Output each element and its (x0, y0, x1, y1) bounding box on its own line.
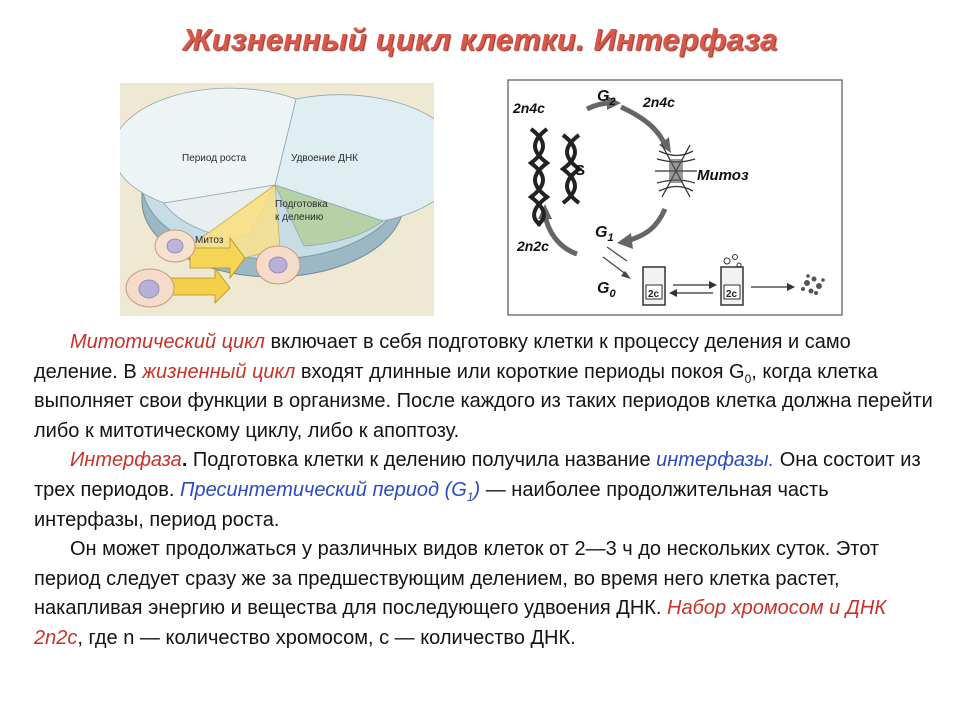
page-title: Жизненный цикл клетки. Интерфаза (182, 22, 778, 57)
term-presynthetic-period: Пресинтетический период $(G_1)$ (180, 478, 481, 504)
paragraph-mitotic-cycle: Митотический цикл включает в себя подготовку клетки к процессу деления и само деление. В жизненный цикл входят длинные или короткие периоды покоя $G_0$, когда клетка выполняет свои функции в организме. После каждого из таких периодов клетка должна перейти либо к митотическому циклу, либо к апоптозу. (34, 331, 933, 442)
label-g2: $G_2$ (597, 88, 616, 108)
label-growth-period: Период роста (182, 153, 247, 164)
term-life-cycle: жизненный цикл (142, 360, 296, 383)
term-interphase: Интерфаза (70, 449, 182, 472)
cell-cycle-wheel-diagram (120, 83, 434, 316)
cell-label-2: 2c (726, 289, 738, 300)
cell-left-nucleus (139, 280, 159, 298)
label-g1: $G_1$ (595, 224, 614, 244)
label-s-phase: S (575, 162, 586, 179)
cell-label-1: 2c (648, 289, 660, 300)
label-g0: $G_0$ (597, 280, 616, 300)
term-mitotic-cycle: Митотический цикл (70, 331, 265, 353)
term-chromosome-set: Набор хромосом и ДНК 2n2c (34, 597, 887, 649)
label-dna-replication: Удвоение ДНК (291, 153, 358, 164)
label-prep-division-line1: Подготовка (275, 199, 328, 210)
paragraph-g1-duration: Он может продолжаться у различных видов клеток от 2—3 ч до нескольких суток. Этот период следует сразу же за предшествующим делением, во время него клетка растет, накапливая энергию и вещества для последующего удвоения ДНК. Набор хромосом и ДНК 2n2c, где n — количество хромосом, с — количество ДНК. (34, 538, 887, 649)
label-2n2c: 2n2c (517, 238, 549, 254)
label-prep-division-line2: к делению (275, 212, 324, 223)
label-2n4c-right: 2n4c (643, 94, 675, 110)
label-mitosis: Митоз (195, 235, 224, 246)
figure-frame (508, 80, 842, 315)
label-mitosis: Митоз (697, 167, 749, 184)
label-2n4c-left: 2n4c (513, 100, 545, 116)
cell-cycle-scheme-diagram (507, 79, 843, 316)
term-interphase-blue: интерфазы. (656, 449, 775, 472)
body-text (34, 328, 934, 654)
paragraph-interphase: Интерфаза. Подготовка клетки к делению получила название интерфазы. Она состоит из трех периодов. Пресинтетический период $(G_1)$ — наиболее продолжительная часть интерфазы, период роста. (34, 449, 921, 531)
